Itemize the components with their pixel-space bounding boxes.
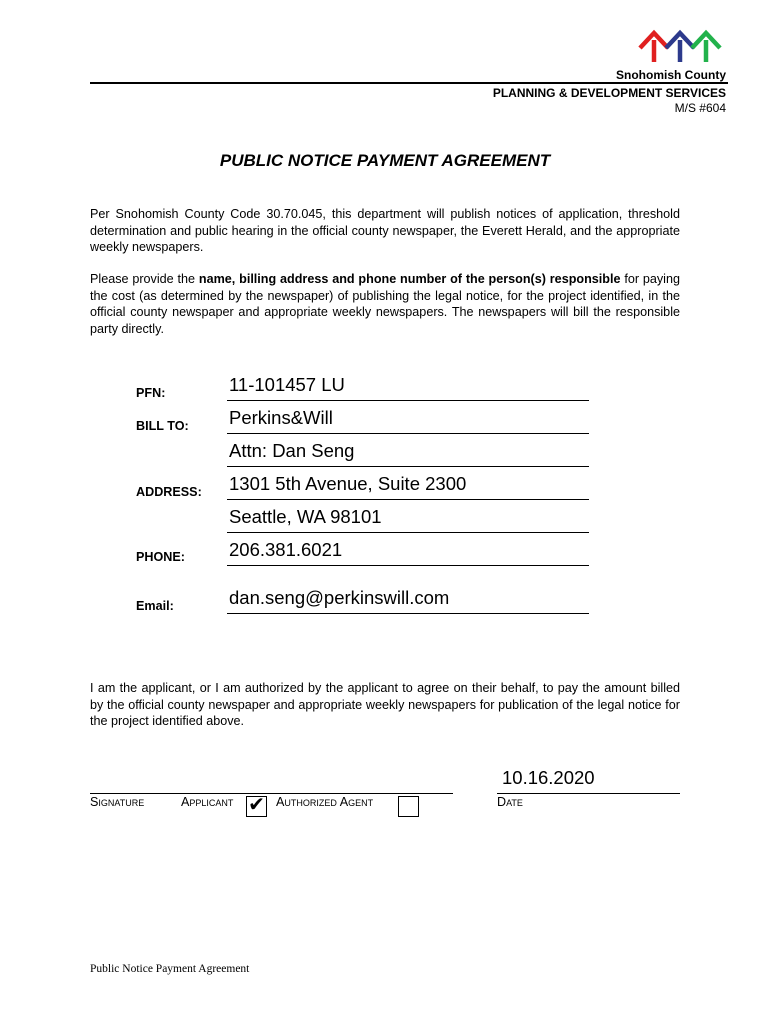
billto-name-underline — [227, 433, 589, 434]
signature-label: Signature — [90, 795, 145, 809]
applicant-label: Applicant — [181, 795, 234, 809]
email-underline — [227, 613, 589, 614]
authorized-agent-checkbox[interactable] — [398, 796, 419, 817]
intro-paragraph: Per Snohomish County Code 30.70.045, this department will publish notices of application, threshold determination and public hearing in the official county newspaper, the Everett Herald, and the appropriate weekly newspapers. — [90, 207, 680, 254]
pfn-label: PFN: — [136, 386, 166, 400]
authorization-paragraph: I am the applicant, or I am authorized by the applicant to agree on their behalf, to pay the amount billed by the official county newspaper and appropriate weekly newspapers for publication of the legal notice for the project identified above. — [90, 681, 680, 728]
instructions-paragraph — [90, 271, 680, 337]
pfn-underline — [227, 400, 589, 401]
county-logo — [634, 26, 728, 66]
authorized-agent-label: Authorized Agent — [276, 795, 374, 809]
page-footer: Public Notice Payment Agreement — [90, 963, 250, 975]
pfn-value[interactable]: 11-101457 LU — [229, 374, 345, 395]
phone-label: PHONE: — [136, 550, 185, 564]
page-title: PUBLIC NOTICE PAYMENT AGREEMENT — [219, 151, 551, 170]
billto-attn-underline — [227, 466, 589, 467]
date-value[interactable]: 10.16.2020 — [502, 767, 595, 788]
email-value[interactable]: dan.seng@perkinswill.com — [229, 587, 450, 608]
phone-value[interactable]: 206.381.6021 — [229, 539, 343, 560]
instructions-prefix: Please provide the — [90, 272, 199, 286]
org-name: Snohomish County — [616, 68, 726, 82]
address-line2-underline — [227, 532, 589, 533]
instructions-bold: name, billing address and phone number of the person(s) responsible — [198, 272, 621, 286]
date-label: Date — [497, 795, 523, 809]
mail-stop: M/S #604 — [674, 101, 726, 115]
address-line1-value[interactable]: 1301 5th Avenue, Suite 2300 — [229, 473, 467, 494]
address-line1-underline — [227, 499, 589, 500]
billto-label: BILL TO: — [136, 419, 189, 433]
billto-attn-value[interactable]: Attn: Dan Seng — [229, 440, 355, 461]
address-line2-value[interactable]: Seattle, WA 98101 — [229, 506, 382, 527]
email-label: Email: — [136, 599, 174, 613]
date-line — [497, 793, 680, 794]
department-name: PLANNING & DEVELOPMENT SERVICES — [492, 86, 726, 100]
billto-name-value[interactable]: Perkins&Will — [229, 407, 333, 428]
header-divider — [90, 82, 728, 84]
instructions-suffix: for paying the cost (as determined by the newspaper) of publishing the legal notice, for the project identified, in the official county newspaper and appropriate weekly newspapers. The newspapers will bill the responsible party directly. — [90, 272, 680, 336]
signature-line[interactable] — [90, 793, 453, 794]
checkmark-icon: ✔ — [248, 792, 265, 816]
address-label: ADDRESS: — [136, 485, 202, 499]
phone-underline — [227, 565, 589, 566]
